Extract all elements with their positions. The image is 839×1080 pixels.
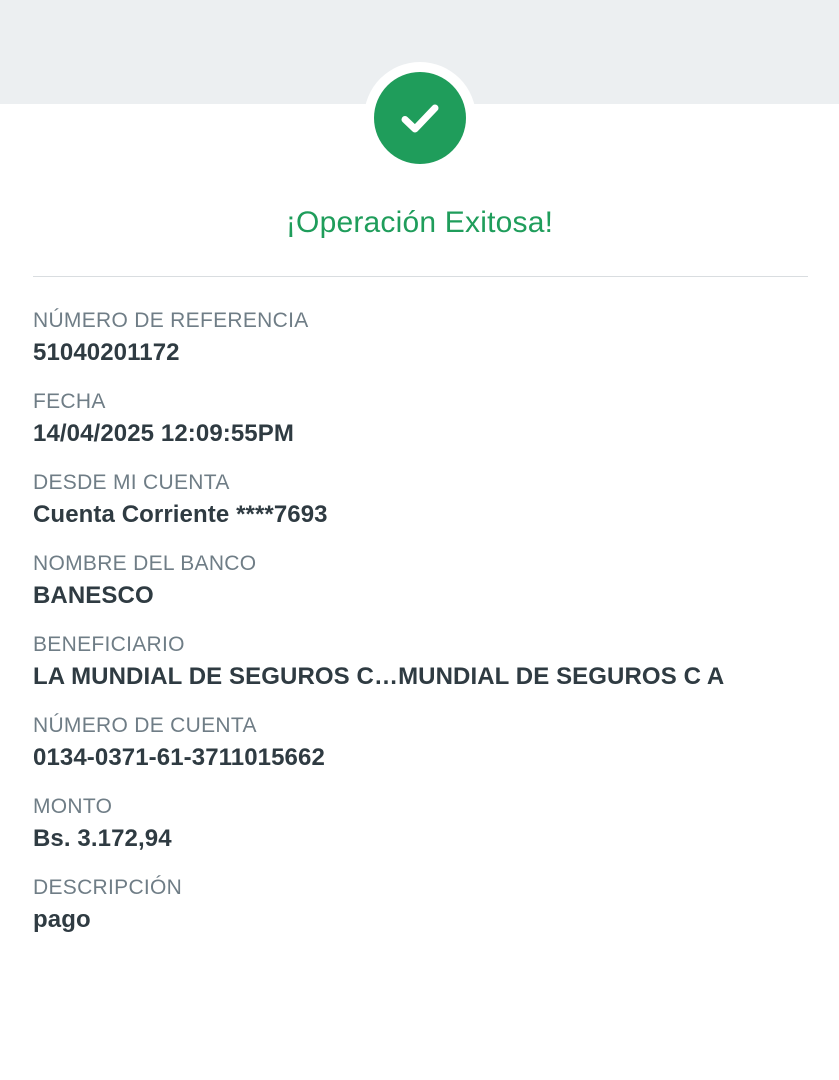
field-label-beneficiary: BENEFICIARIO [33,633,185,656]
success-badge [0,62,839,174]
field-label-date: FECHA [33,390,106,413]
field-label-bank-name: NOMBRE DEL BANCO [33,552,257,575]
field-value-bank-name: BANESCO [33,582,154,609]
badge-ring [364,62,476,174]
field-value-description: pago [33,906,91,933]
list-item [33,387,823,451]
list-item [33,873,823,937]
page-title: ¡Operación Exitosa! [285,206,554,239]
detail-list [33,306,823,937]
field-value-beneficiary: LA MUNDIAL DE SEGUROS C…MUNDIAL DE SEGUROS C A [33,663,725,690]
field-label-reference: NÚMERO DE REFERENCIA [33,309,309,332]
field-value-account-number: 0134-0371-61-3711015662 [33,744,325,771]
field-value-amount: Bs. 3.172,94 [33,825,172,852]
field-label-description: DESCRIPCIÓN [33,876,183,899]
field-value-source-account: Cuenta Corriente ****7693 [33,501,328,528]
divider [33,276,808,277]
field-label-source-account: DESDE MI CUENTA [33,471,230,494]
field-value-reference: 51040201172 [33,339,180,366]
field-label-amount: MONTO [33,795,113,818]
list-item [33,792,823,856]
list-item [33,306,823,370]
list-item [33,711,823,775]
check-circle-icon [374,72,466,164]
field-label-account-number: NÚMERO DE CUENTA [33,714,257,737]
list-item [33,630,823,694]
field-value-date: 14/04/2025 12:09:55PM [33,420,294,447]
list-item [33,468,823,532]
list-item [33,549,823,613]
